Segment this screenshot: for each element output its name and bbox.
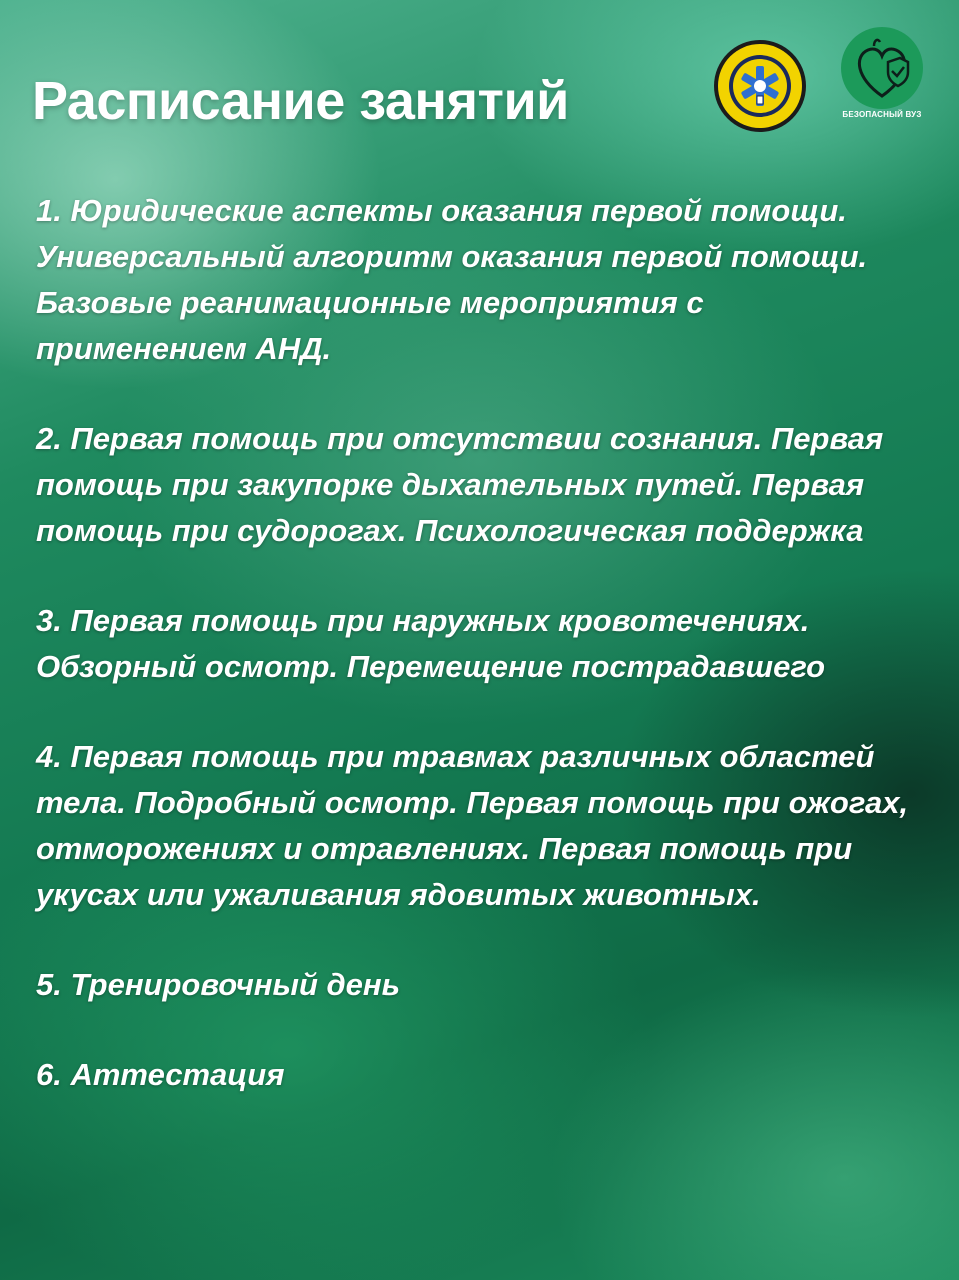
- item-text: Первая помощь при травмах различных областей тела. Подробный осмотр. Первая помощь при ожогах, отморожениях и отравлениях. Первая помощь при укусах или ужаливания ядовитых животных.: [36, 739, 909, 912]
- item-text: Первая помощь при наружных кровотечениях. Обзорный осмотр. Перемещение пострадавшего: [36, 603, 826, 684]
- safe-university-logo: [834, 26, 930, 122]
- schedule-item: [36, 598, 916, 690]
- item-number: 2.: [36, 421, 62, 456]
- item-number: 4.: [36, 739, 62, 774]
- heart-shield-icon: [834, 26, 930, 110]
- schedule-item: [36, 734, 916, 918]
- rescue-emblem-icon: [712, 38, 808, 134]
- schedule-item: [36, 962, 916, 1008]
- item-number: 5.: [36, 967, 62, 1002]
- schedule-list: [36, 188, 916, 1142]
- item-number: 3.: [36, 603, 62, 638]
- item-text: Первая помощь при отсутствии сознания. Первая помощь при закупорке дыхательных путей. Первая помощь при судорогах. Психологическая поддержка: [36, 421, 884, 548]
- item-text: Юридические аспекты оказания первой помощи. Универсальный алгоритм оказания первой помощи. Базовые реанимационные мероприятия с применением АНД.: [36, 193, 868, 366]
- schedule-item: [36, 416, 916, 554]
- item-number: 1.: [36, 193, 62, 228]
- schedule-item: [36, 1052, 916, 1098]
- schedule-item: [36, 188, 916, 372]
- logo-caption: БЕЗОПАСНЫЙ ВУЗ: [842, 110, 922, 119]
- page-title: Расписание занятий: [32, 71, 569, 131]
- student-rescue-squad-logo: [712, 38, 808, 134]
- item-text: Тренировочный день: [70, 967, 401, 1002]
- item-text: Аттестация: [70, 1057, 285, 1092]
- item-number: 6.: [36, 1057, 62, 1092]
